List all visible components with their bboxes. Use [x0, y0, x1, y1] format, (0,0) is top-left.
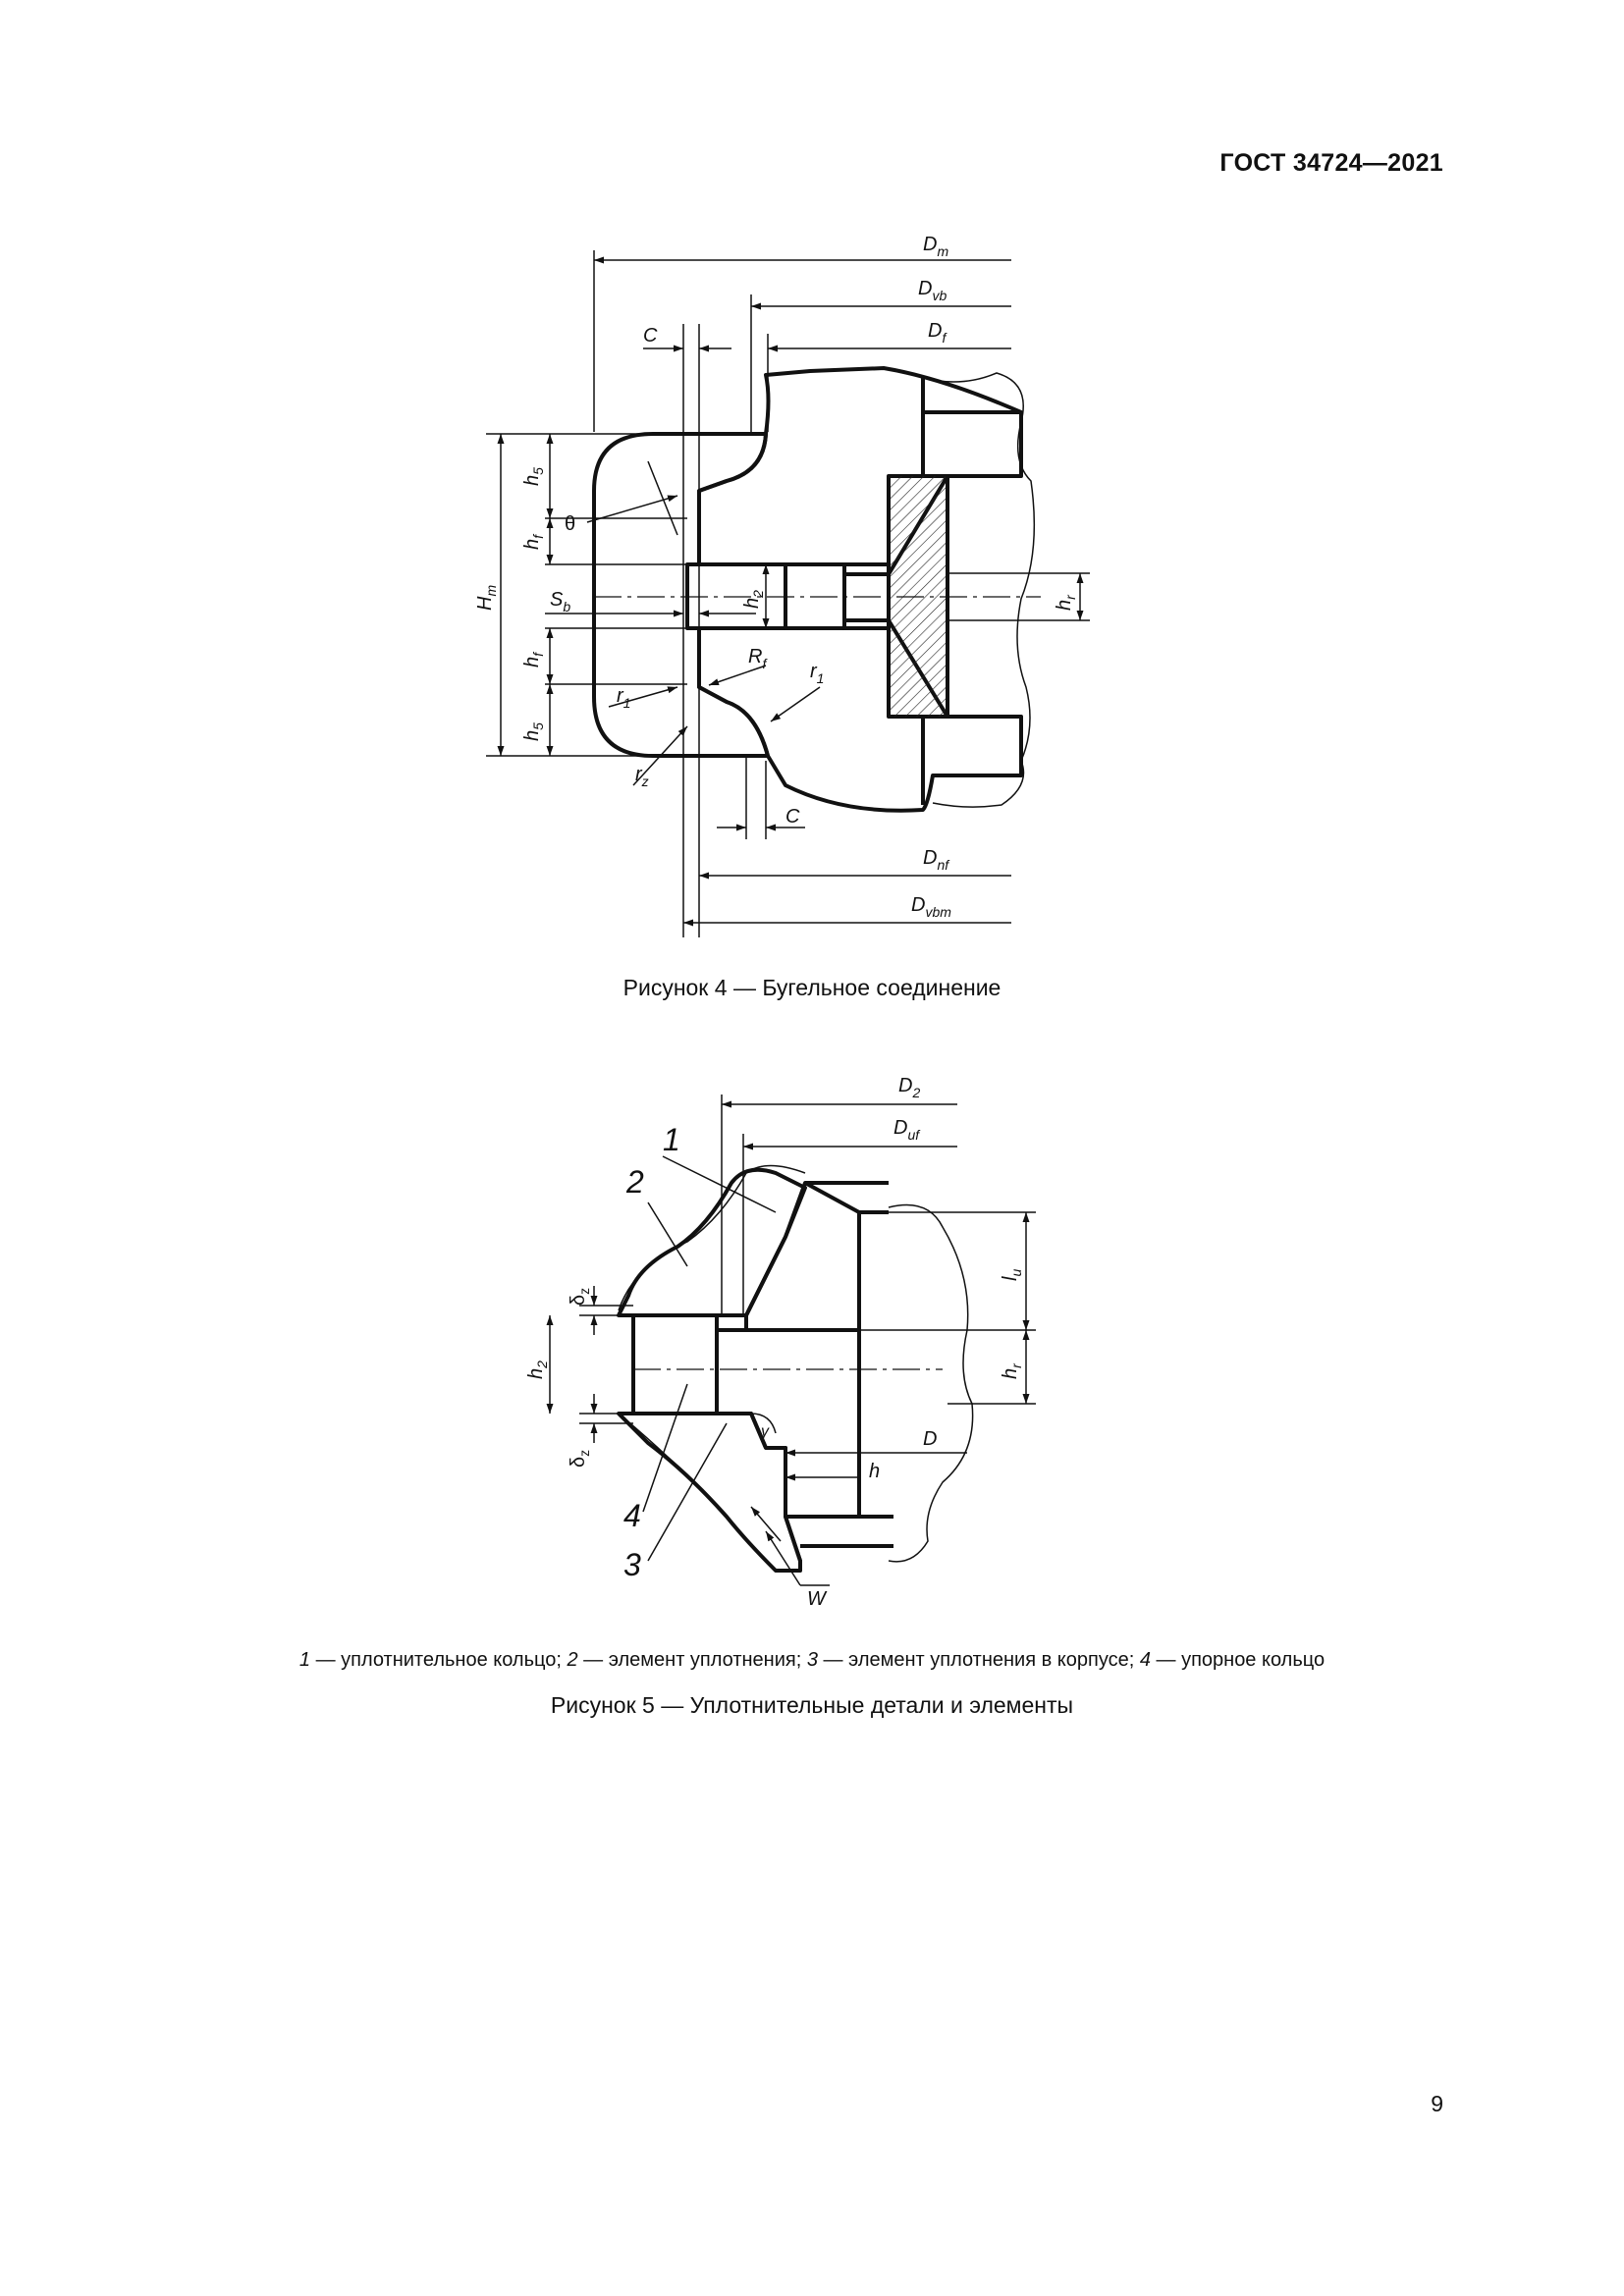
legend-num-2: 2	[567, 1649, 578, 1671]
figure-4-drawing	[486, 250, 1090, 937]
label-hr-fig5: $h_r$	[1000, 1363, 1024, 1379]
label-C-top: C	[643, 325, 658, 347]
legend-text-4: — упорное кольцо	[1150, 1649, 1326, 1671]
label-Df: $D_f$	[928, 320, 947, 346]
item-number-3: 3	[623, 1547, 641, 1582]
label-r1-right: $r_1$	[810, 661, 825, 686]
item-number-1: 1	[663, 1122, 680, 1157]
label-h2-fig5: $h_2$	[525, 1361, 550, 1379]
label-hf-bottom: $h_f$	[521, 652, 546, 667]
document-number: ГОСТ 34724—2021	[1219, 149, 1443, 177]
label-lu: $l_u$	[1000, 1268, 1024, 1281]
label-D2: $D_2$	[898, 1075, 921, 1100]
item-number-2: 2	[626, 1164, 644, 1200]
legend-num-4: 4	[1139, 1649, 1151, 1671]
label-Dvbm: $D_{vbm}$	[911, 894, 951, 920]
thrust-ring	[717, 1330, 859, 1517]
label-D-fig5: D	[923, 1428, 938, 1450]
figure-5-legend	[0, 1649, 1624, 1672]
label-h-fig5: h	[869, 1461, 881, 1482]
label-h5-bottom: $h_5$	[521, 722, 546, 741]
label-W: W	[807, 1588, 826, 1610]
clamp-section	[594, 434, 768, 756]
label-Dm: $D_m$	[923, 234, 949, 259]
label-hf-top: $h_f$	[521, 534, 546, 550]
legend-text-2: — элемент уплотнения;	[577, 1649, 807, 1671]
label-Hm: $H_m$	[474, 584, 499, 611]
legend-text-3: — элемент уплотнения в корпусе;	[817, 1649, 1140, 1671]
label-r1-left: $r_1$	[617, 685, 631, 711]
legend-num-3: 3	[806, 1649, 818, 1671]
figure-4-labels	[474, 234, 1078, 920]
stop-ring-4	[633, 1315, 717, 1414]
label-dz-bottom: $\delta_z$	[568, 1449, 592, 1468]
item-number-4: 4	[623, 1498, 641, 1533]
figure-4-caption: Рисунок 4 — Бугельное соединение	[623, 975, 1001, 1000]
label-Dvb: $D_{vb}$	[918, 278, 947, 303]
label-gamma: γ	[761, 1423, 769, 1440]
figure-5-labels	[525, 1075, 1024, 1610]
label-h2: $h_2$	[741, 590, 766, 609]
label-hr: $h_r$	[1054, 595, 1078, 611]
clamp-body	[653, 434, 761, 564]
label-Duf: $D_{uf}$	[893, 1117, 920, 1143]
label-rz: $r_z$	[635, 764, 649, 789]
label-h5-top: $h_5$	[521, 467, 546, 486]
label-Rf: $R_f$	[748, 646, 767, 671]
seal-element-upper	[619, 1170, 805, 1315]
label-theta: θ	[565, 513, 576, 535]
figure-5-caption: Рисунок 5 — Уплотнительные детали и элементы	[550, 1692, 1074, 1718]
label-C-bottom: C	[785, 806, 800, 828]
seal-ring-1	[746, 1183, 859, 1330]
label-Sb: $S_b$	[550, 589, 571, 614]
legend-text-1: — уплотнительное кольцо;	[310, 1649, 568, 1671]
page-number: 9	[1431, 2091, 1443, 2116]
label-Dnf: $D_{nf}$	[923, 847, 949, 873]
upper-hub-section	[699, 368, 1021, 574]
legend-num-1: 1	[298, 1649, 311, 1671]
label-dz-top: $\delta_z$	[568, 1287, 592, 1306]
